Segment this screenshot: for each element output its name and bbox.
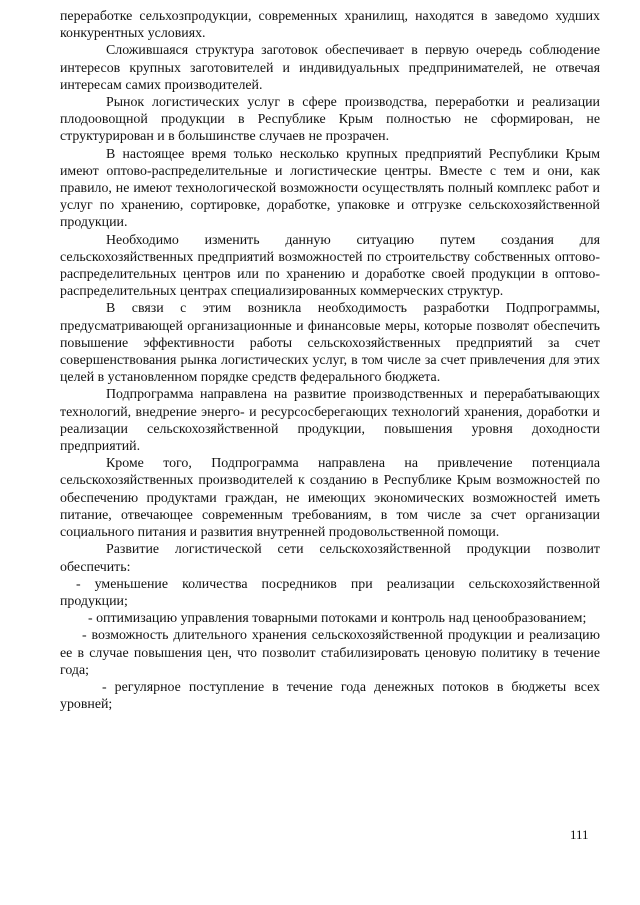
paragraph-subprogram-additional: Кроме того, Подпрограмма направлена на привлечение потенциала сельскохозяйственных производителей к созданию в Республике Крым возможностей по обеспечению продуктами граждан, не имеющих экономических возможностей иметь питание, отвечающее современным требованиям, в том числе за счет организации социального питания и развития внутренней продовольственной помощи. [60,456,600,541]
page-body [60,8,600,713]
list-item-budget-revenue: - регулярное поступление в течение года денежных потоков в бюджеты всех уровней; [60,679,600,713]
paragraph-subprogram-need: В связи с этим возникла необходимость разработки Подпрограммы, предусматривающей организационные и финансовые меры, которые позволят обеспечить повышение эффективности работы сельскохозяйственных предприятий за счет совершенствования рынка логистических услуг, в том числе за счет привлечения для этих целей в установленном порядке средств федерального бюджета. [60,301,600,386]
paragraph-current-situation: В настоящее время только несколько крупных предприятий Республики Крым имеют оптово-распределительные и логистические центры. Вместе с тем и они, как правило, не имеют технологической возможности осуществлять полный комплекс работ и услуг по хранению, сортировке, доработке, упаковке и отгрузке сельскохозяйственной продукции. [60,146,600,231]
paragraph-logistics-market: Рынок логистических услуг в сфере производства, переработки и реализации плодоовощной продукции в Республике Крым полностью не сформирован, не структурирован и в большинстве случаев не прозрачен. [60,95,600,145]
paragraph-subprogram-aim: Подпрограмма направлена на развитие производственных и перерабатывающих технологий, внедрение энерго- и ресурсосберегающих технологий хранения, доработки и реализации сельскохозяйственной продукции, повышения уровня доходности предприятий. [60,387,600,455]
paragraph-logistics-benefits: Развитие логистической сети сельскохозяйственной продукции позволит обеспечить: [60,542,600,575]
list-item-flow-management: - оптимизацию управления товарными потоками и контроль над ценообразованием; [88,611,587,627]
list-item-intermediaries: - уменьшение количества посредников при реализации сельскохозяйственной продукции; [60,576,600,609]
list-item-long-term-storage: - возможность длительного хранения сельскохозяйственной продукции и реализацию ее в случае повышения цен, что позволит стабилизировать ценовую политику в течение года; [60,628,600,678]
paragraph-procurement-structure: Сложившаяся структура заготовок обеспечивает в первую очередь соблюдение интересов крупных заготовителей и индивидуальных предпринимателей, не отвечая интересам самих производителей. [60,43,600,93]
page-number: 111 [570,827,589,842]
paragraph-continuation: переработке сельхозпродукции, современных хранилищ, находятся в заведомо худших конкурентных условиях. [60,9,600,42]
paragraph-need-to-change: Необходимо изменить данную ситуацию путем создания для сельскохозяйственных предприятий возможностей по строительству собственных оптово-распределительных центров или по хранению и доработке своей продукции в оптово-распределительных центрах специализированных коммерческих структур. [60,232,600,300]
